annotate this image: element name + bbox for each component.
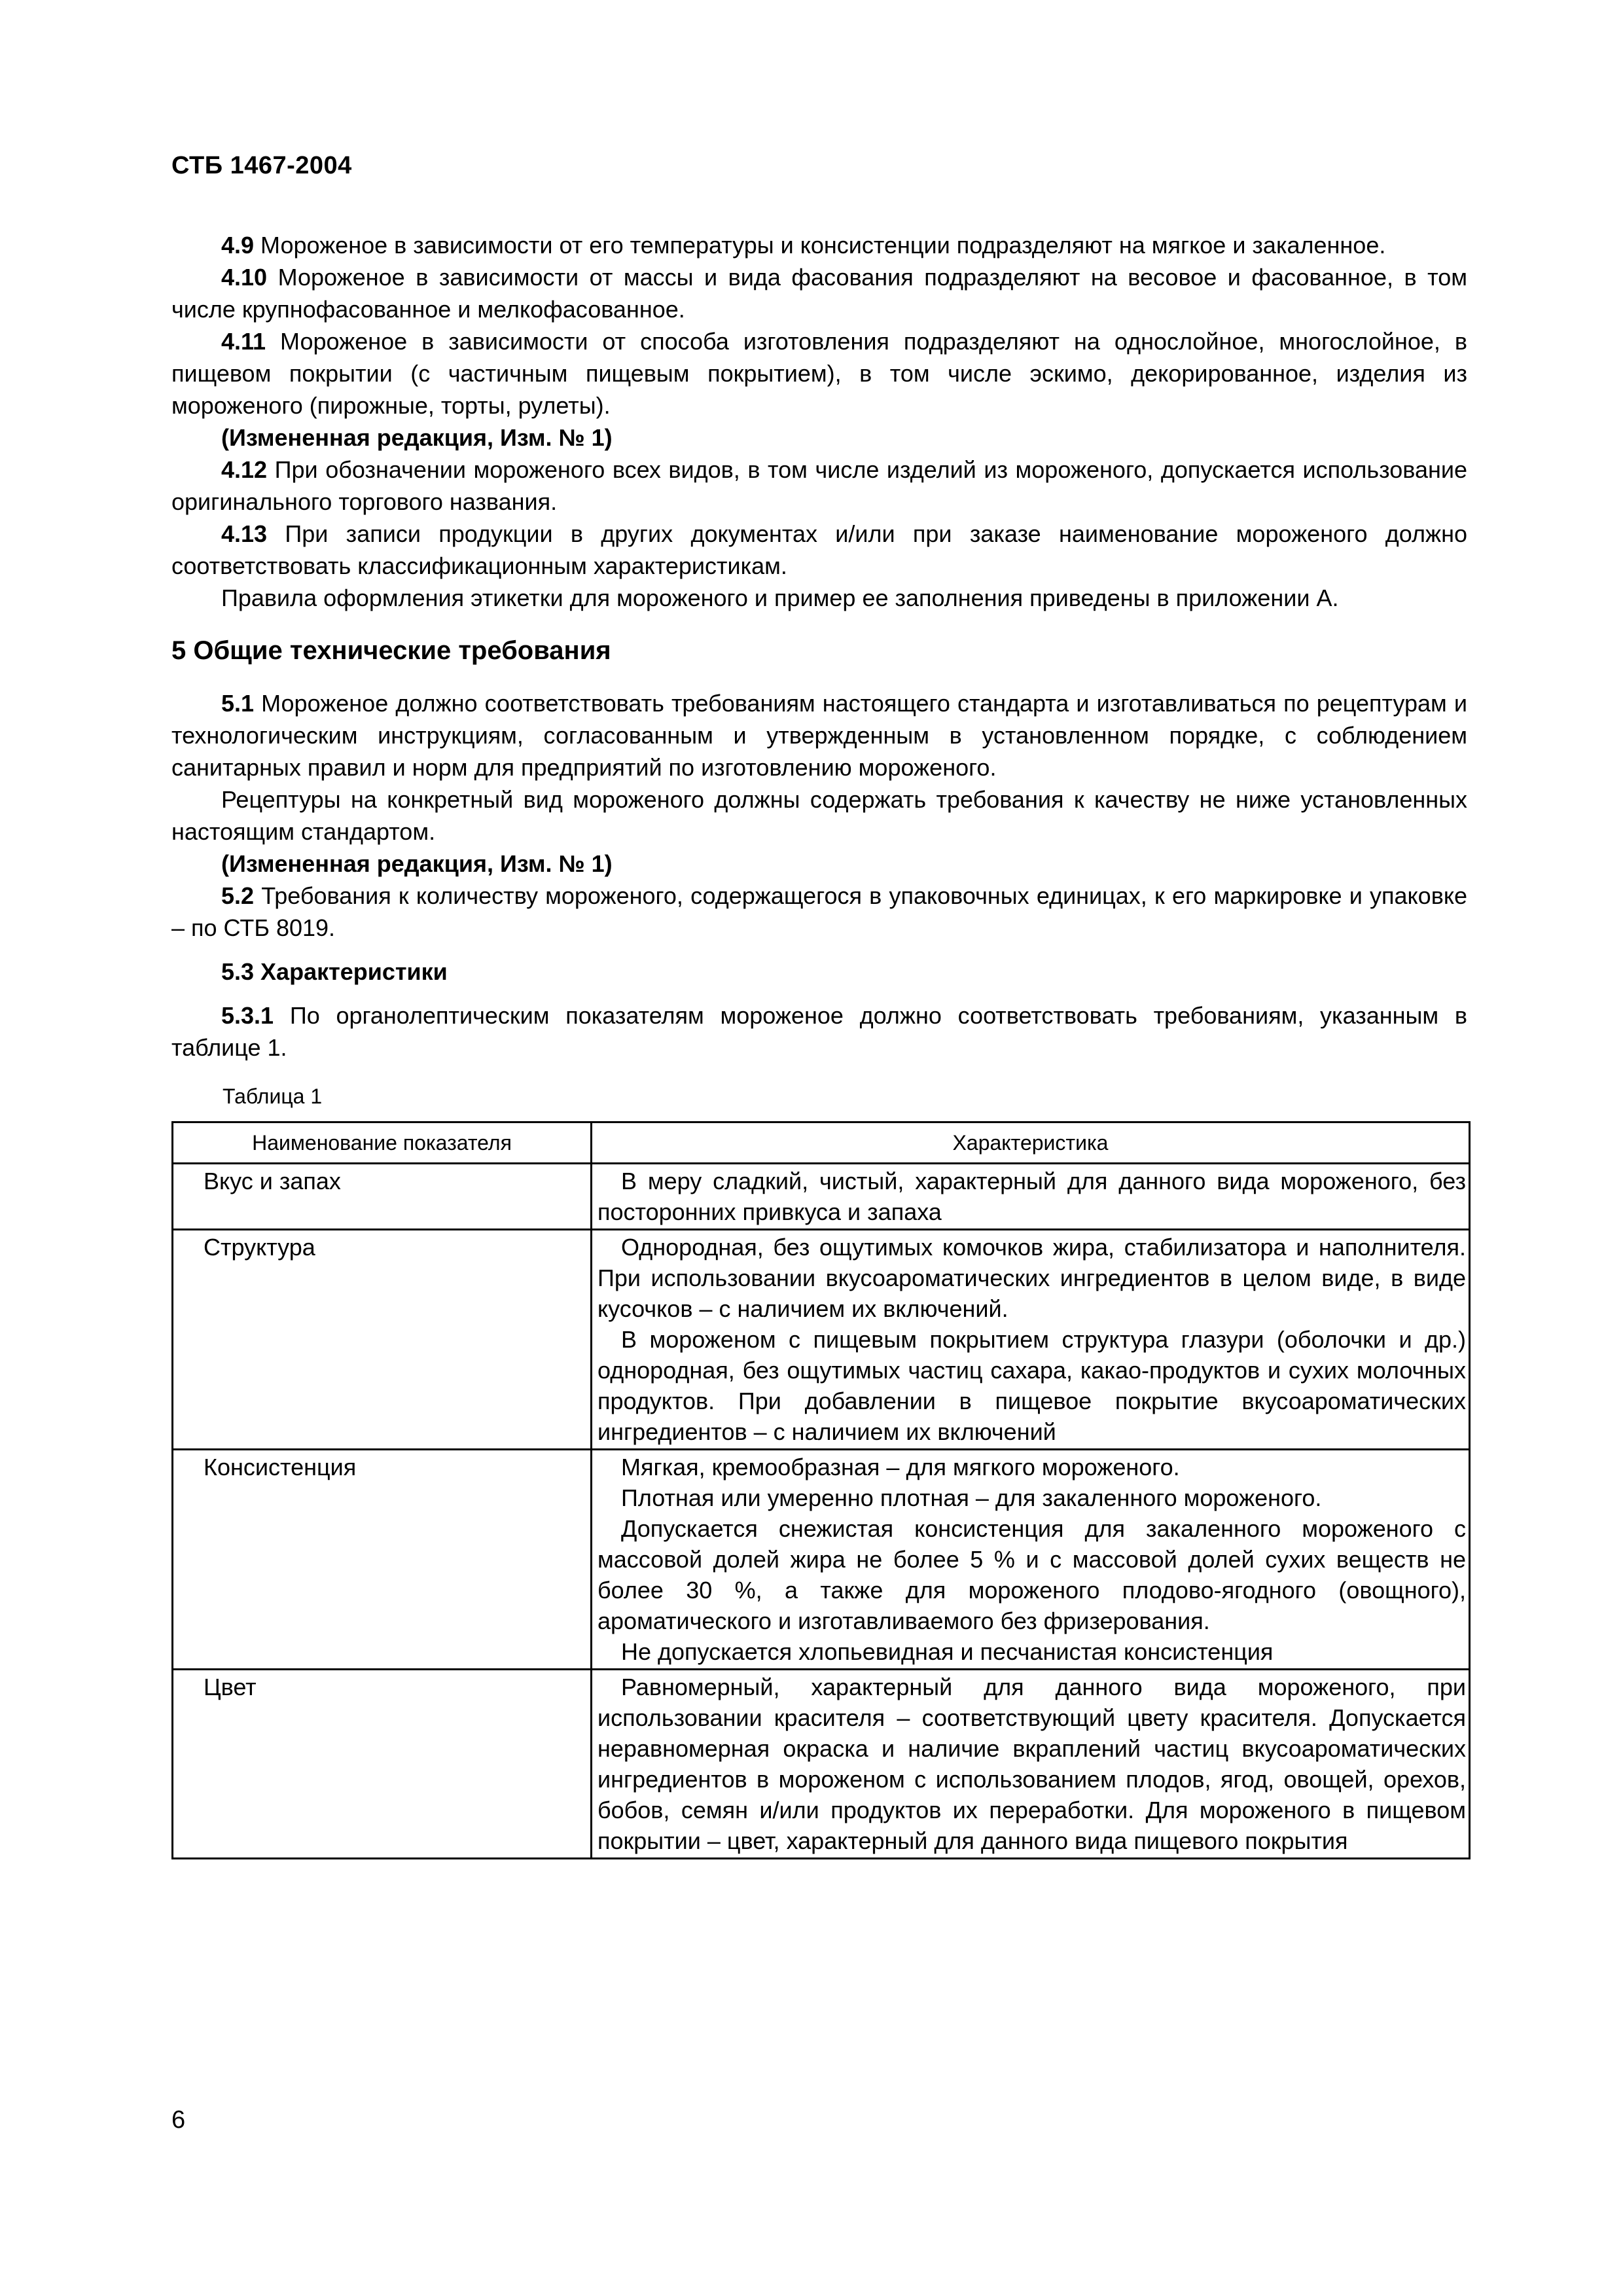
clause-number: 4.9 [221, 232, 255, 259]
label-rules-paragraph: Правила оформления этикетки для мороженого и пример ее заполнения приведены в приложении А. [221, 584, 1339, 611]
clause-number: 4.10 [221, 264, 268, 291]
characteristic-cell [592, 1164, 1470, 1230]
characteristic-text: Мягкая, кремообразная – для мягкого мороженого. [621, 1454, 1180, 1480]
paragraph-4-13 [171, 518, 1467, 582]
clause-number: 4.11 [221, 328, 266, 355]
clause-text: Требования к количеству мороженого, содержащегося в упаковочных единицах, к его маркировке и упаковке – по СТБ 8019. [171, 882, 1467, 941]
paragraph-4-10 [171, 261, 1467, 325]
amendment-note: (Измененная редакция, Изм. № 1) [221, 850, 613, 877]
clause-text: Мороженое в зависимости от способа изготовления подразделяют на однослойное, многослойное, в пищевом покрытии (с частичным пищевым покрытием), в том числе эскимо, декорированное, изделия из мороженого (пирожные, торты, рулеты). [171, 328, 1467, 419]
indicator-name: Вкус и запах [173, 1164, 592, 1230]
paragraph-4-12 [171, 454, 1467, 518]
clause-text: Мороженое в зависимости от его температуры и консистенции подразделяют на мягкое и закаленное. [254, 232, 1386, 259]
paragraph-5-2 [171, 880, 1467, 944]
column-header-indicator: Наименование показателя [173, 1122, 592, 1164]
indicator-name: Структура [173, 1230, 592, 1450]
clause-number: 4.12 [221, 456, 268, 483]
column-header-characteristic: Характеристика [592, 1122, 1470, 1164]
paragraph-4-9 [171, 229, 1467, 261]
clause-text: При записи продукции в других документах и/или при заказе наименование мороженого должно соответствовать классификационным характеристикам. [171, 520, 1467, 579]
subsection-5-3-title: 5.3 Характеристики [221, 958, 448, 985]
organoleptic-table [171, 1121, 1471, 1859]
characteristic-text: Допускается снежистая консистенция для закаленного мороженого с массовой долей жира не более 5 % и с массовой долей сухих веществ не более 30 %, а также для мороженого плодово-ягодного (овощного), ароматического и изготавливаемого без фризерования. [597, 1515, 1466, 1634]
paragraph-4-11 [171, 325, 1467, 422]
characteristic-text: Плотная или умеренно плотная – для закаленного мороженого. [621, 1484, 1322, 1511]
paragraph-5-1 [171, 687, 1467, 783]
clause-text: Мороженое в зависимости от массы и вида фасования подразделяют на весовое и фасованное, в том числе крупнофасованное и мелкофасованное. [171, 264, 1467, 323]
indicator-name: Цвет [173, 1670, 592, 1859]
clause-number: 4.13 [221, 520, 268, 547]
clause-number: 5.1 [221, 690, 255, 717]
recipes-paragraph: Рецептуры на конкретный вид мороженого должны содержать требования к качеству не ниже установленных настоящим стандартом. [171, 786, 1467, 845]
table-row-color [173, 1670, 1470, 1859]
characteristic-text: Однородная, без ощутимых комочков жира, стабилизатора и наполнителя. При использовании вкусоароматических ингредиентов в целом виде, в виде кусочков – с наличием их включений. [597, 1234, 1466, 1322]
clause-text: При обозначении мороженого всех видов, в том числе изделий из мороженого, допускается использование оригинального торгового названия. [171, 456, 1467, 515]
characteristic-cell [592, 1670, 1470, 1859]
characteristic-cell [592, 1230, 1470, 1450]
table-row-consistency [173, 1450, 1470, 1670]
clause-text: Мороженое должно соответствовать требованиям настоящего стандарта и изготавливаться по рецептурам и технологическим инструкциям, согласованным и утвержденным в установленном порядке, с соблюдением санитарных правил и норм для предприятий по изготовлению мороженого. [171, 690, 1467, 781]
clause-text: По органолептическим показателям мороженое должно соответствовать требованиям, указанным в таблице 1. [171, 1002, 1467, 1061]
characteristic-text: Не допускается хлопьевидная и песчанистая консистенция [621, 1638, 1274, 1665]
page-number: 6 [171, 2106, 186, 2134]
characteristic-cell [592, 1450, 1470, 1670]
page-content [171, 229, 1467, 1859]
characteristic-text: В мороженом с пищевым покрытием структура глазури (оболочки и др.) однородная, без ощутимых частиц сахара, какао-продуктов и сухих молочных продуктов. При добавлении в пищевое покрытие вкусоароматических ингредиентов – с наличием их включений [597, 1326, 1466, 1445]
table-row-structure [173, 1230, 1470, 1450]
clause-number: 5.2 [221, 882, 255, 909]
paragraph-5-3-1 [171, 999, 1467, 1064]
document-code: СТБ 1467-2004 [171, 152, 352, 179]
table-row-taste-smell [173, 1164, 1470, 1230]
characteristic-text: В меру сладкий, чистый, характерный для данного вида мороженого, без посторонних привкуса и запаха [597, 1168, 1466, 1225]
amendment-note: (Измененная редакция, Изм. № 1) [221, 424, 613, 451]
table-caption: Таблица 1 [223, 1085, 323, 1108]
characteristic-text: Равномерный, характерный для данного вида мороженого, при использовании красителя – соответствующий цвету красителя. Допускается неравномерная окраска и наличие вкраплений частиц вкусоароматических ингредиентов в мороженом с использованием плодов, ягод, овощей, орехов, бобов, семян и/или продуктов их переработки. Для мороженого в пищевом покрытии – цвет, характерный для данного вида пищевого покрытия [597, 1674, 1466, 1854]
section-5-title: 5 Общие технические требования [171, 636, 611, 665]
indicator-name: Консистенция [173, 1450, 592, 1670]
table-header-row [173, 1122, 1470, 1164]
clause-number: 5.3.1 [221, 1002, 274, 1029]
